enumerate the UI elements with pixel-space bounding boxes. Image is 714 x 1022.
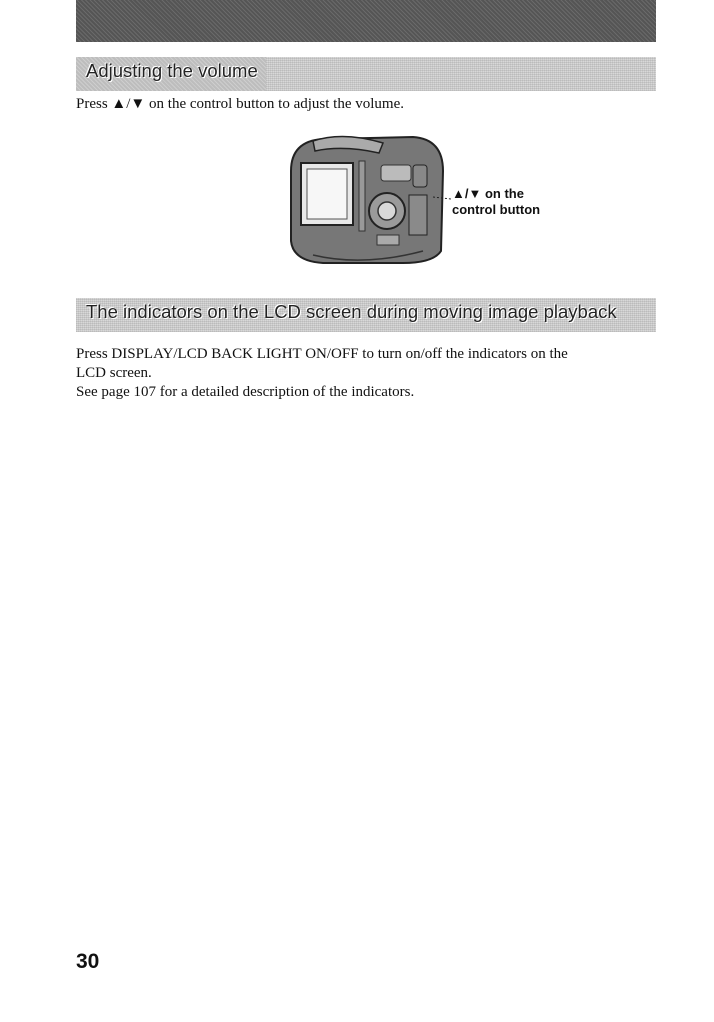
indicators-line-1: Press DISPLAY/LCD BACK LIGHT ON/OFF to turn on/off the indicators on the <box>76 346 568 362</box>
callout-line-1: ▲/▼ on the <box>452 186 524 201</box>
section-title-volume: Adjusting the volume <box>86 60 258 81</box>
section-header-indicators <box>76 298 656 332</box>
section-header-volume <box>76 57 656 91</box>
volume-instruction: Press ▲/▼ on the control button to adjust the volume. <box>76 96 404 112</box>
header-band <box>76 0 656 42</box>
page-number: 30 <box>76 950 100 973</box>
callout-line-2: control button <box>452 202 541 217</box>
section-title-indicators: The indicators on the LCD screen during moving image playback <box>86 301 617 322</box>
control-button-callout <box>452 186 540 218</box>
indicators-line-2: LCD screen. <box>76 365 152 381</box>
indicators-instructions <box>76 345 656 402</box>
indicators-line-3: See page 107 for a detailed description of the indicators. <box>76 384 415 400</box>
